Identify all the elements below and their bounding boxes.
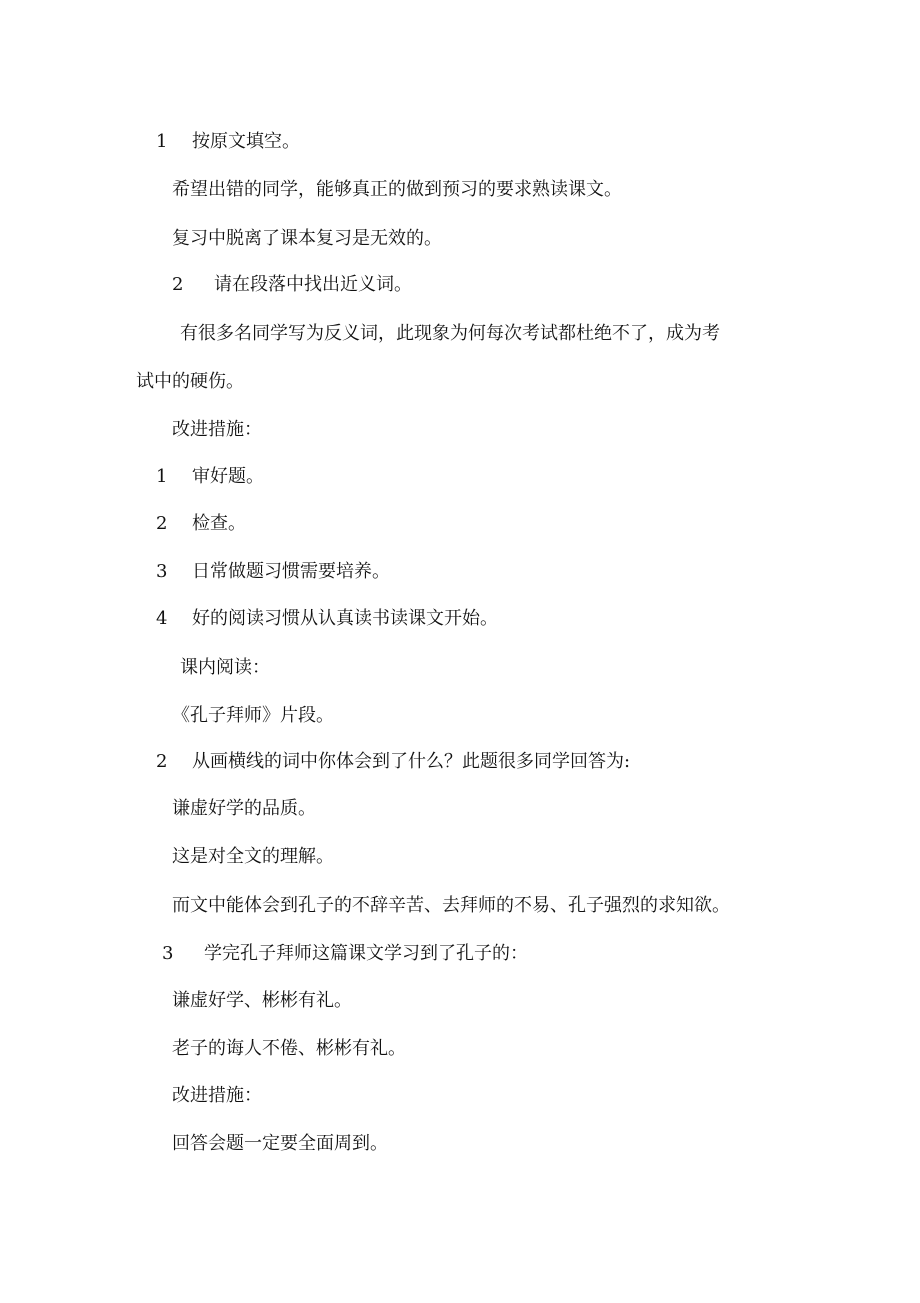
item-number: 2 xyxy=(156,751,168,772)
section-heading: 改进措施： xyxy=(172,419,262,440)
item-number: 3 xyxy=(162,943,174,964)
section-heading: 改进措施： xyxy=(172,1085,262,1106)
paragraph-line: 而文中能体会到孔子的不辞辛苦、去拜师的不易、孔子强烈的求知欲。 xyxy=(172,895,730,916)
item-number: 2 xyxy=(172,274,184,295)
item-number: 2 xyxy=(156,513,168,534)
paragraph-line: 试中的硬伤。 xyxy=(136,371,244,392)
paragraph-line: 有很多名同学写为反义词，此现象为何每次考试都杜绝不了，成为考 xyxy=(180,323,720,344)
list-item xyxy=(156,560,390,584)
paragraph-line: 回答会题一定要全面周到。 xyxy=(172,1133,388,1154)
item-number: 1 xyxy=(156,466,168,487)
list-item xyxy=(162,942,528,966)
item-text: 检查。 xyxy=(192,513,246,534)
item-2-synonyms xyxy=(172,273,412,297)
item-1-fill-blank xyxy=(156,130,300,154)
item-number: 3 xyxy=(156,561,168,582)
paragraph-line: 谦虚好学的品质。 xyxy=(172,798,316,819)
paragraph-line: 这是对全文的理解。 xyxy=(172,846,334,867)
item-text: 审好题。 xyxy=(192,466,264,487)
item-text: 请在段落中找出近义词。 xyxy=(214,274,412,295)
list-item xyxy=(156,607,498,631)
list-item xyxy=(156,465,264,489)
paragraph-line: 希望出错的同学，能够真正的做到预习的要求熟读课文。 xyxy=(172,179,622,200)
item-text: 日常做题习惯需要培养。 xyxy=(192,561,390,582)
list-item xyxy=(156,750,630,774)
item-text: 从画横线的词中你体会到了什么？此题很多同学回答为: xyxy=(192,751,631,772)
item-text: 学完孔子拜师这篇课文学习到了孔子的： xyxy=(204,943,528,964)
paragraph-line: 老子的诲人不倦、彬彬有礼。 xyxy=(172,1038,406,1059)
item-number: 1 xyxy=(156,131,168,152)
item-text: 按原文填空。 xyxy=(192,131,300,152)
section-heading: 课内阅读： xyxy=(180,657,270,678)
item-number: 4 xyxy=(156,608,168,629)
paragraph-line: 《孔子拜师》片段。 xyxy=(172,705,334,726)
paragraph-line: 复习中脱离了课本复习是无效的。 xyxy=(172,228,442,249)
item-text: 好的阅读习惯从认真读书读课文开始。 xyxy=(192,608,498,629)
list-item xyxy=(156,512,246,536)
paragraph-line: 谦虚好学、彬彬有礼。 xyxy=(172,990,352,1011)
